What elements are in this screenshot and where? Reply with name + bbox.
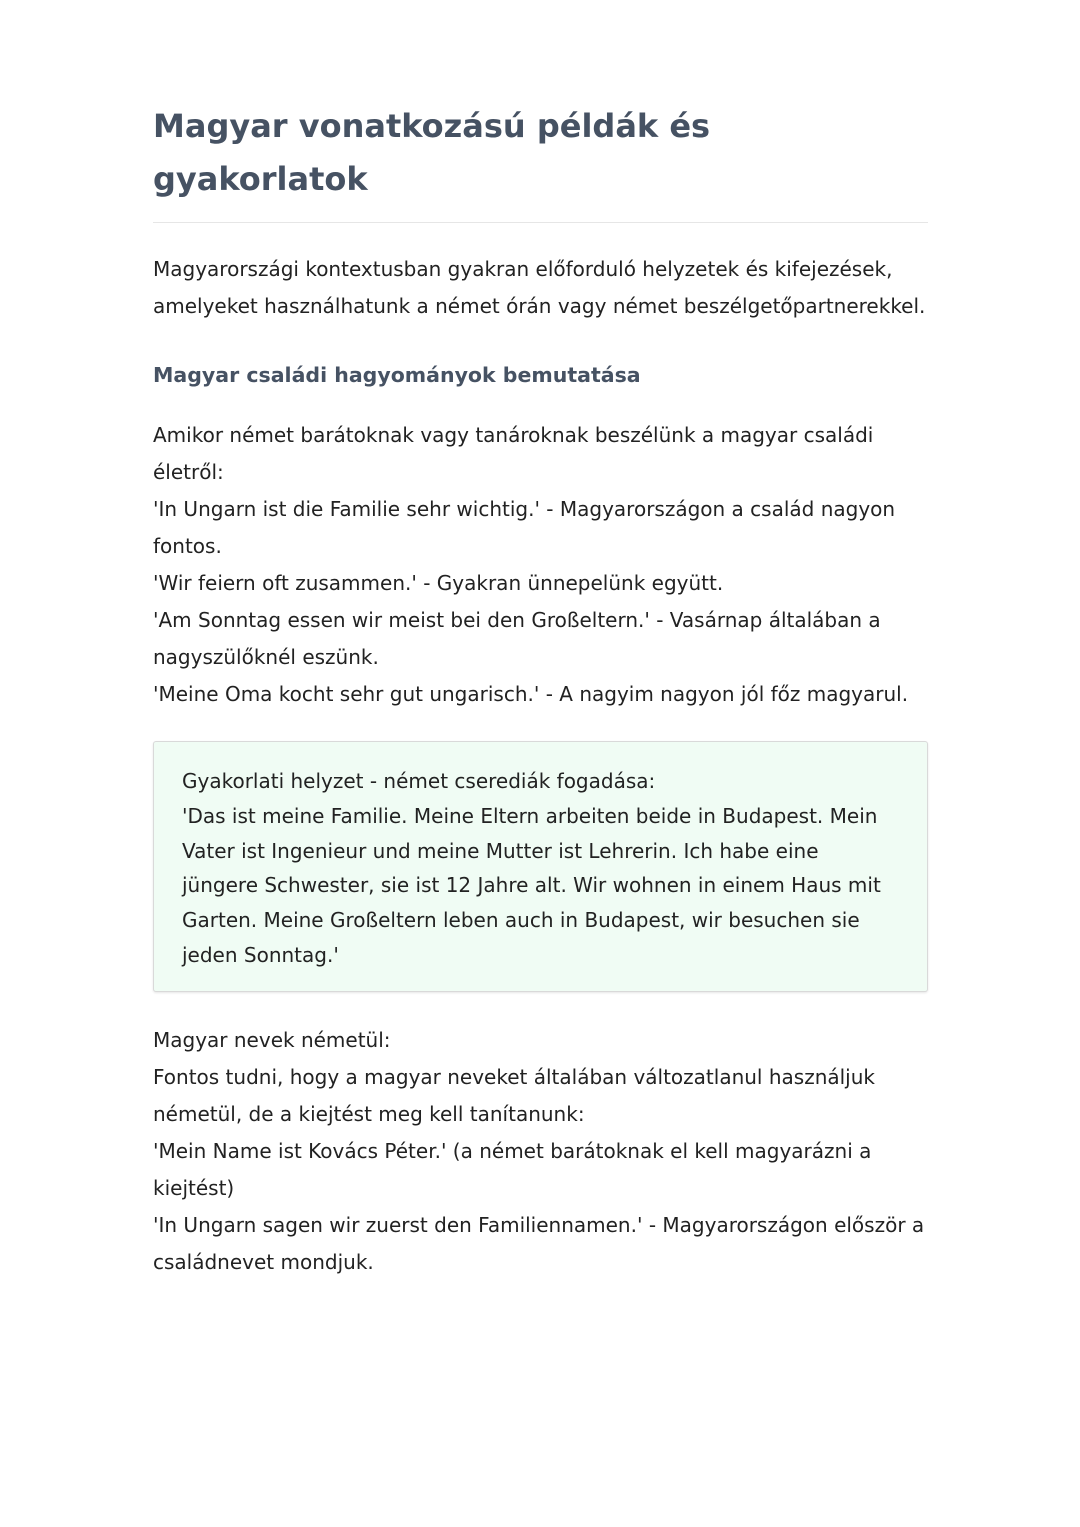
- family-lead: Amikor német barátoknak vagy tanároknak beszélünk a magyar családi életről:: [153, 423, 874, 484]
- example-sentence: 'Am Sonntag essen wir meist bei den Großeltern.' - Vasárnap általában a nagyszülőknél eszünk.: [153, 608, 881, 669]
- document-page: [153, 100, 928, 1281]
- example-sentence: 'Wir feiern oft zusammen.' - Gyakran ünnepelünk együtt.: [153, 571, 724, 595]
- names-heading: Magyar nevek németül:: [153, 1027, 391, 1052]
- section-heading: Magyar családi hagyományok bemutatása: [153, 363, 641, 387]
- example-sentence: 'In Ungarn sagen wir zuerst den Familiennamen.' - Magyarországon először a családnevet mondjuk.: [153, 1212, 925, 1274]
- callout-heading: Gyakorlati helyzet - német cserediák fogadása:: [182, 769, 656, 793]
- intro-paragraph: Magyarországi kontextusban gyakran előforduló helyzetek és kifejezések, amelyeket használhatunk a német órán vagy német beszélgetőpartnerekkel.: [153, 257, 926, 318]
- practice-callout-box: [153, 741, 928, 992]
- names-paragraph: [153, 1022, 928, 1281]
- callout-text: 'Das ist meine Familie. Meine Eltern arbeiten beide in Budapest. Mein Vater ist Ingenieur und meine Mutter ist Lehrerin. Ich habe eine jüngere Schwester, sie ist 12 Jahre alt. Wir wohnen in einem Haus mit Garten. Meine Großeltern leben auch in Budapest, wir besuchen sie jeden Sonntag.': [182, 803, 881, 967]
- example-sentence: 'Meine Oma kocht sehr gut ungarisch.' - A nagyim nagyon jól főz magyarul.: [153, 682, 909, 706]
- names-lead: Fontos tudni, hogy a magyar neveket általában változatlanul használjuk németül, de a kiejtést meg kell tanítanunk:: [153, 1064, 875, 1126]
- example-sentence: 'In Ungarn ist die Familie sehr wichtig.' - Magyarországon a család nagyon fontos.: [153, 497, 896, 558]
- example-sentence: 'Mein Name ist Kovács Péter.' (a német barátoknak el kell magyarázni a kiejtést): [153, 1138, 872, 1200]
- family-paragraph: [153, 417, 928, 713]
- page-title: Magyar vonatkozású példák és gyakorlatok: [153, 100, 928, 223]
